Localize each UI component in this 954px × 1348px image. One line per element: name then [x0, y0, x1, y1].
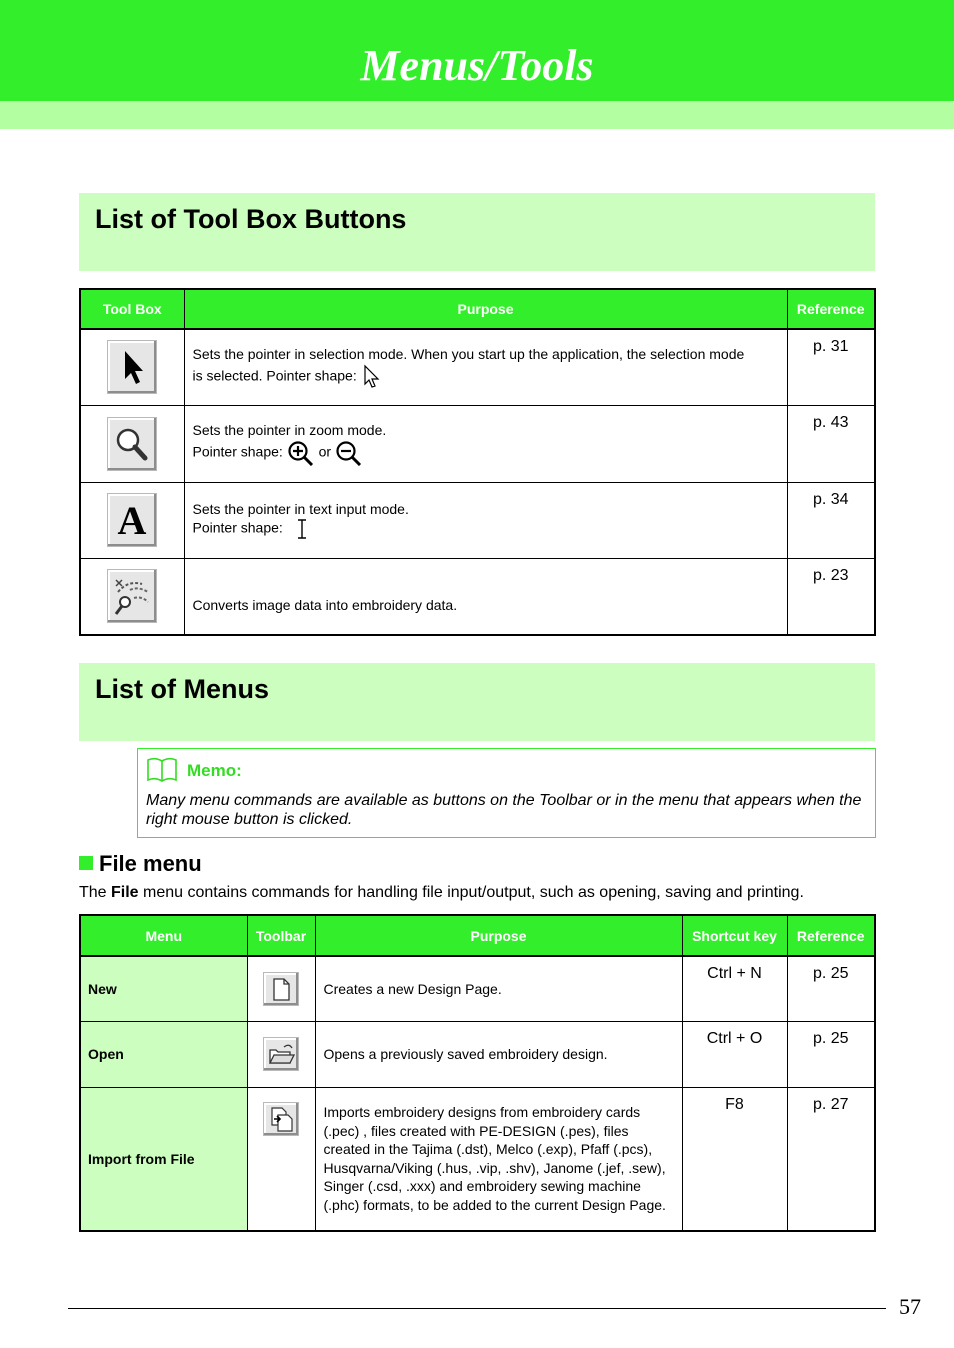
shortcut-cell: Ctrl + O	[682, 1021, 787, 1087]
select-arrow-icon	[107, 340, 157, 394]
purpose-text: Creates a new Design Page.	[315, 956, 682, 1021]
import-file-icon	[263, 1102, 299, 1136]
purpose-text: Sets the pointer in selection mode. When you start up the application, the selection mode	[192, 346, 745, 362]
col-header-purpose: Purpose	[184, 289, 787, 329]
arrow-pointer-icon	[361, 364, 383, 390]
col-header-menu: Menu	[80, 915, 247, 956]
book-memo-icon	[146, 756, 178, 784]
purpose-text: Imports embroidery designs from embroidery cards (.pec) , files created with PE-DESIGN (.pes), files created in the Tajima (.dst), Melco (.exp), Pfaff (.pcs), Husqvarna/Viking (.hus, .vip, .shv), Janome (.jef, .sew), Singer (.csd, .xxx) and embroidery sewing machine (.phc) formats, to be added to the current Design Page.	[315, 1087, 682, 1231]
section-title: List of Tool Box Buttons	[95, 204, 407, 234]
col-header-shortcut: Shortcut key	[682, 915, 787, 956]
section-toolbox-heading	[79, 193, 875, 271]
memo-title: Memo:	[187, 761, 242, 780]
file-menu-intro: The File menu contains commands for handling file input/output, such as opening, saving and printing.	[79, 884, 804, 901]
reference-cell: p. 25	[787, 1021, 875, 1087]
table-row	[80, 558, 875, 635]
footer-rule	[68, 1308, 886, 1309]
header-band	[0, 101, 954, 129]
open-folder-icon	[263, 1037, 299, 1071]
purpose-text: Pointer shape:	[192, 443, 283, 460]
or-text: or	[318, 443, 332, 460]
memo-box	[137, 748, 876, 838]
table-row	[80, 1087, 875, 1231]
svg-text:A: A	[117, 498, 147, 543]
memo-text: Many menu commands are available as buttons on the Toolbar or in the menu that appears when the right mouse button is clicked.	[146, 792, 862, 828]
table-row	[80, 1021, 875, 1087]
purpose-text: Opens a previously saved embroidery design.	[315, 1021, 682, 1087]
menu-name: Import from File	[80, 1087, 247, 1231]
reference-cell: p. 23	[787, 558, 875, 635]
purpose-text: Sets the pointer in text input mode.	[192, 500, 409, 517]
col-header-toolbox: Tool Box	[80, 289, 184, 329]
text-a-icon	[107, 493, 157, 547]
table-header-row	[80, 289, 875, 329]
shortcut-cell: Ctrl + N	[682, 956, 787, 1021]
zoom-out-pointer-icon	[335, 440, 363, 466]
menu-name: New	[80, 956, 247, 1021]
zoom-magnifier-icon	[107, 417, 157, 471]
table-row	[80, 956, 875, 1021]
col-header-reference: Reference	[787, 915, 875, 956]
table-row	[80, 329, 875, 405]
col-header-reference: Reference	[787, 289, 875, 329]
purpose-text: Sets the pointer in zoom mode.	[192, 422, 387, 439]
i-beam-cursor-icon	[287, 518, 317, 540]
toolbox-table	[79, 288, 876, 636]
table-header-row	[80, 915, 875, 956]
section-title: List of Menus	[95, 674, 269, 704]
reference-cell: p. 25	[787, 956, 875, 1021]
purpose-text: is selected. Pointer shape:	[192, 367, 357, 384]
table-row	[80, 482, 875, 558]
zoom-in-pointer-icon	[287, 440, 315, 466]
page-number: 57	[899, 1294, 921, 1319]
purpose-text: Converts image data into embroidery data.	[192, 597, 458, 613]
reference-cell: p. 27	[787, 1087, 875, 1231]
file-menu-table	[79, 914, 876, 1232]
col-header-purpose: Purpose	[315, 915, 682, 956]
menu-name: Open	[80, 1021, 247, 1087]
section-menus-heading	[79, 663, 875, 741]
bullet-square-icon	[79, 856, 93, 870]
col-header-toolbar: Toolbar	[247, 915, 315, 956]
purpose-text: Pointer shape:	[192, 519, 283, 536]
image-to-stitch-wizard-icon	[107, 569, 157, 623]
reference-cell: p. 43	[787, 405, 875, 482]
file-menu-heading	[79, 851, 202, 877]
file-menu-title: File menu	[99, 851, 202, 876]
header-bar	[0, 0, 954, 101]
file-keyword: File	[111, 884, 139, 901]
page-title: Menus/Tools	[360, 41, 594, 90]
shortcut-cell: F8	[682, 1087, 787, 1231]
table-row	[80, 405, 875, 482]
new-page-icon	[263, 972, 299, 1006]
reference-cell: p. 31	[787, 329, 875, 405]
reference-cell: p. 34	[787, 482, 875, 558]
